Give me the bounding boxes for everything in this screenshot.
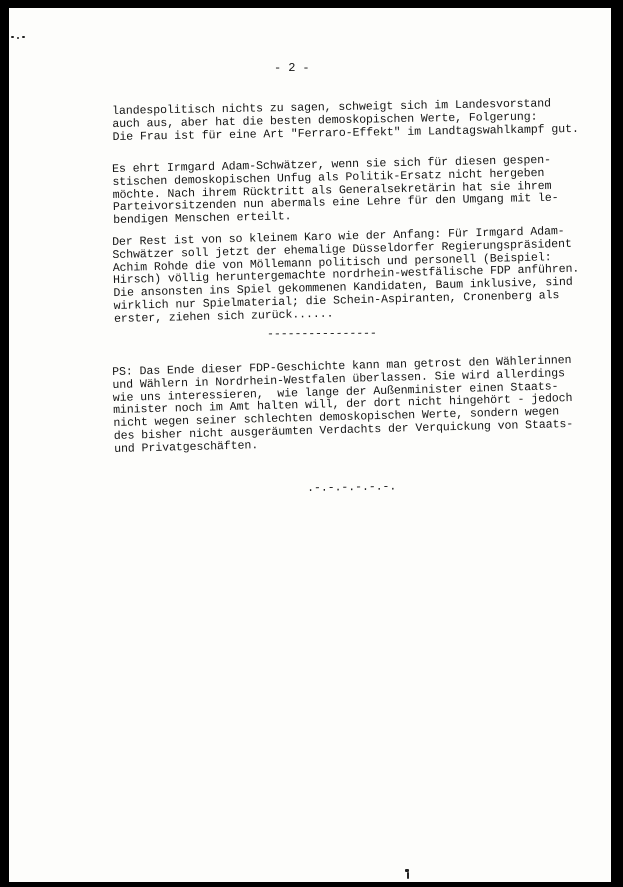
end-mark: .-.-.-.-.-.-. xyxy=(306,480,397,495)
scan-speck xyxy=(22,36,25,38)
page-number: - 2 - xyxy=(274,61,310,75)
document-sheet xyxy=(9,8,611,882)
paragraph-1: landespolitisch nichts zu sagen, schweigt sich im Landesvorstand auch aus, aber hat die besten demoskopischen Werte, Folgerung: Die Frau ist für eine Art "Ferraro-Effekt" im Landtagswahlkampf gut. xyxy=(111,97,579,144)
section-separator: ---------------- xyxy=(266,327,377,341)
paragraph-2: Es ehrt Irmgard Adam-Schwätzer, wenn sie sich für diesen gespen- stischen demoskopischen Unfug als Politik-Ersatz nicht hergeben möchte. Nach ihrem Rücktritt als Generalsekretärin hat sie ihrem Parteivorsitzenden nun abermals eine Lehre für den Umgang mit le- bendigen Menschen erteilt. xyxy=(111,153,559,228)
scan-speck xyxy=(17,37,19,39)
postscript-paragraph: PS: Das Ende dieser FDP-Geschichte kann man getrost den Wählerinnen und Wählern in Nordrhein-Westfalen überlassen. Sie wird allerdings wie uns interessieren, wie lange der Außenminister einen Staats- minister noch im Amt halten will, der dort nicht hingehört - jedoch nicht wegen seiner schlechten demoskopischen Werte, sondern wegen des bisher nicht ausgeräumten Verdachts der Verquickung von Staats- und Privatgeschäften. xyxy=(111,353,574,456)
scan-speck xyxy=(11,36,14,38)
scan-speck xyxy=(407,872,409,879)
paragraph-3: Der Rest ist von so kleinem Karo wie der Anfang: Für Irmgard Adam- Schwätzer soll jetzt der ehemalige Düsseldorfer Regierungspräsident Achim Rohde die von Möllemann politisch und personell (Beispiel: Hirsch) völlig heruntergemachte nordrhein-westfälische FDP anführen. Die ansonsten ins Spiel gekommenen Kandidaten, Baum inklusive, sind wirklich nur Spielmaterial; die Schein-Aspiranten, Cronenberg als erster, ziehen sich zurück...... xyxy=(111,224,580,326)
